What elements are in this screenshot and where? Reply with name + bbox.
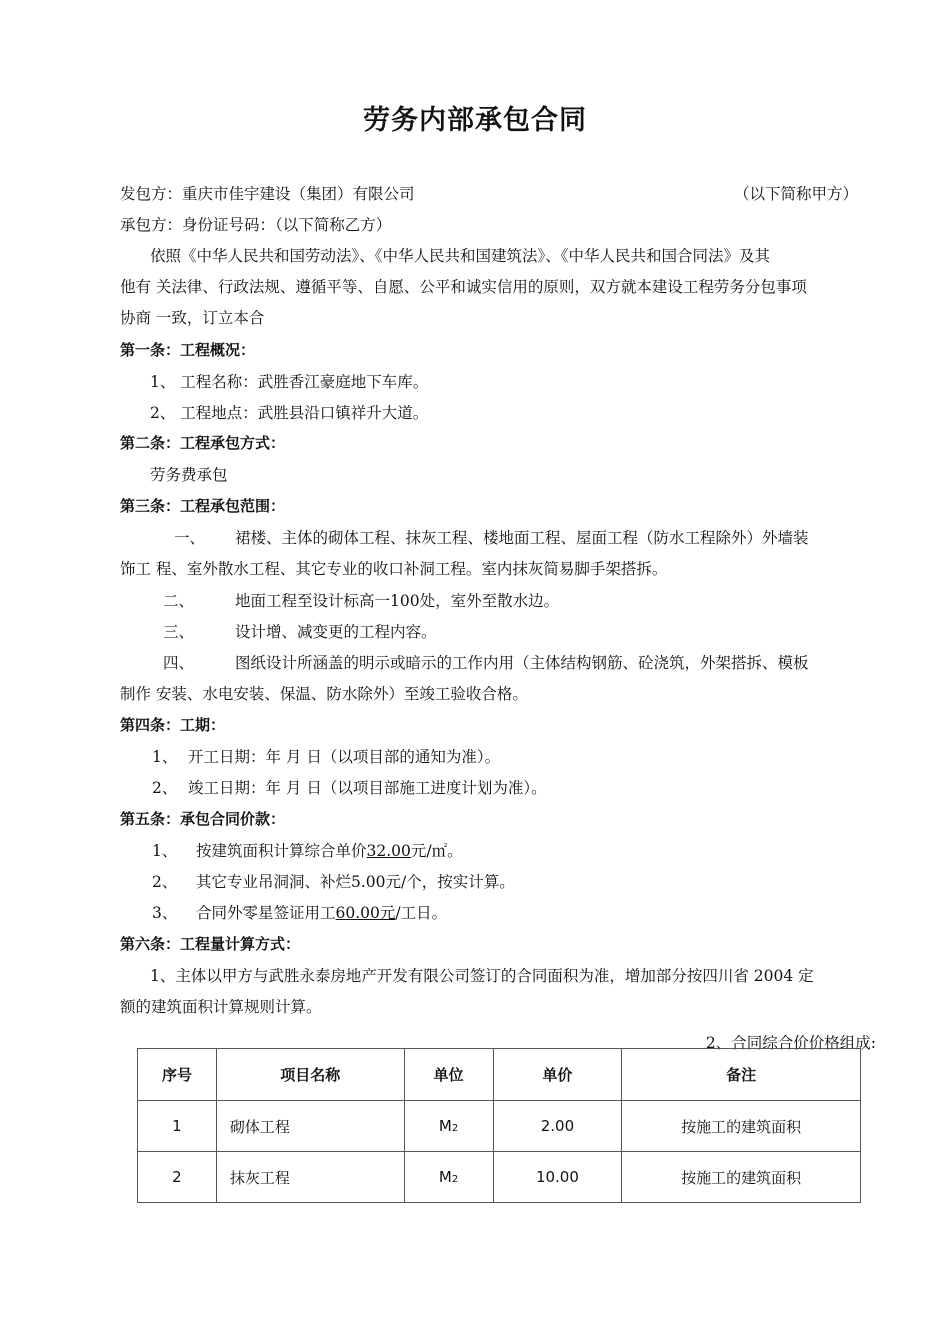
header-price: 单价 [493, 1049, 622, 1101]
cell-item-name: 抹灰工程 [216, 1152, 404, 1203]
article-3-item-4-num: 四、 [163, 654, 195, 672]
article-5-item-3-num: 3、 [152, 904, 178, 922]
article-5-item-1 [196, 839, 463, 861]
header-no: 序号 [138, 1049, 217, 1101]
article-4-item-1-num: 1、 [152, 748, 178, 766]
day-rate-value: 60.00 [335, 904, 380, 922]
article-6-item-1-line-2: 额的建筑面积计算规则计算。 [120, 998, 322, 1016]
table-row [138, 1101, 861, 1152]
article-1-item-1: 1、 工程名称：武胜香江豪庭地下车库。 [150, 373, 429, 391]
cell-price: 10.00 [493, 1152, 622, 1203]
cell-note: 按施工的建筑面积 [622, 1152, 861, 1203]
cell-note: 按施工的建筑面积 [622, 1101, 861, 1152]
article-4-item-1-text: 开工日期：年 月 日（以项目部的通知为准）。 [188, 748, 501, 766]
article-5-item-2-num: 2、 [152, 873, 178, 891]
party-b: 承包方：身份证号码：（以下简称乙方） [120, 216, 392, 234]
preamble-line-2: 他有 关法律、行政法规、遵循平等、自愿、公平和诚实信用的原则，双方就本建设工程劳务分包事项 [120, 278, 807, 296]
article-5-heading: 第五条：承包合同价款： [120, 810, 286, 828]
party-a-note: （以下简称甲方） [733, 185, 858, 203]
cell-unit [404, 1152, 493, 1203]
article-3-item-4-cont: 制作 安装、水电安装、保温、防水除外）至竣工验收合格。 [120, 685, 528, 703]
unit-text: M [438, 1117, 452, 1135]
article-5-item-1-num: 1、 [152, 842, 178, 860]
article-4-item-2-text: 竣工日期：年 月 日（以项目部施工进度计划为准）。 [188, 779, 547, 797]
cell-unit [404, 1101, 493, 1152]
unit-text: M [438, 1168, 452, 1186]
cell-no: 1 [138, 1101, 217, 1152]
table-header-row [138, 1049, 861, 1101]
article-5-item-1-pre: 按建筑面积计算综合单价 [196, 842, 367, 860]
document-title: 劳务内部承包合同 [363, 105, 587, 136]
article-3-item-3-text: 设计增、减变更的工程内容。 [235, 623, 437, 641]
unit-price-value: 32.00 [366, 842, 411, 860]
article-5-item-3 [196, 901, 447, 923]
header-item-name: 项目名称 [216, 1049, 404, 1101]
cell-item-name: 砌体工程 [216, 1101, 404, 1152]
price-composition-table [137, 1048, 861, 1203]
article-4-heading: 第四条：工期： [120, 716, 226, 734]
article-1-item-2: 2、 工程地点：武胜县沿口镇祥升大道。 [150, 404, 429, 422]
article-5-item-3-end: /工日。 [395, 904, 448, 922]
article-3-item-2-num: 二、 [163, 592, 195, 610]
article-3-item-1-cont: 饰工 程、室外散水工程、其它专业的收口补洞工程。室内抹灰简易脚手架搭拆。 [120, 560, 668, 578]
header-note: 备注 [622, 1049, 861, 1101]
article-2-heading: 第二条：工程承包方式： [120, 434, 286, 452]
article-3-item-3-num: 三、 [163, 623, 195, 641]
unit-sub: 2 [451, 1174, 459, 1185]
article-6-item-1-line-1: 1、主体以甲方与武胜永泰房地产开发有限公司签订的合同面积为准，增加部分按四川省 2004 定 [150, 967, 814, 985]
cell-no: 2 [138, 1152, 217, 1203]
article-3-item-4-text: 图纸设计所涵盖的明示或暗示的工作内用（主体结构钢筋、砼浇筑，外架搭拆、模板 [235, 654, 809, 672]
party-a: 发包方：重庆市佳宇建设（集团）有限公司 [120, 185, 415, 203]
preamble-line-1: 依照《中华人民共和国劳动法》、《中华人民共和国建筑法》、《中华人民共和国合同法》及其 [150, 247, 771, 265]
header-unit: 单位 [404, 1049, 493, 1101]
cell-price: 2.00 [493, 1101, 622, 1152]
unit-sub: 2 [451, 1123, 459, 1134]
article-5-item-3-pre: 合同外零星签证用工 [196, 904, 336, 922]
article-2-body: 劳务费承包 [150, 466, 228, 484]
article-3-heading: 第三条：工程承包范围： [120, 497, 286, 515]
article-1-heading: 第一条：工程概况： [120, 341, 256, 359]
article-4-item-2-num: 2、 [152, 779, 178, 797]
article-3-item-1-text: 裙楼、主体的砌体工程、抹灰工程、楼地面工程、屋面工程（防水工程除外）外墙装 [235, 529, 809, 547]
day-rate-unit: 元 [379, 904, 396, 922]
article-3-item-1-num: 一、 [174, 529, 206, 547]
unit-price-unit: 元/㎡ [410, 842, 448, 860]
article-5-item-2-text: 其它专业吊洞洞、补烂5.00元/个，按实计算。 [196, 873, 515, 891]
article-5-item-1-end: 。 [447, 842, 463, 860]
article-6-item-2: 2、合同综合价价格组成: [705, 1034, 876, 1052]
table-row [138, 1152, 861, 1203]
article-6-heading: 第六条：工程量计算方式： [120, 935, 301, 953]
preamble-line-3: 协商 一致，订立本合 [120, 309, 265, 327]
article-3-item-2-text: 地面工程至设计标高一100处，室外至散水边。 [235, 592, 560, 610]
